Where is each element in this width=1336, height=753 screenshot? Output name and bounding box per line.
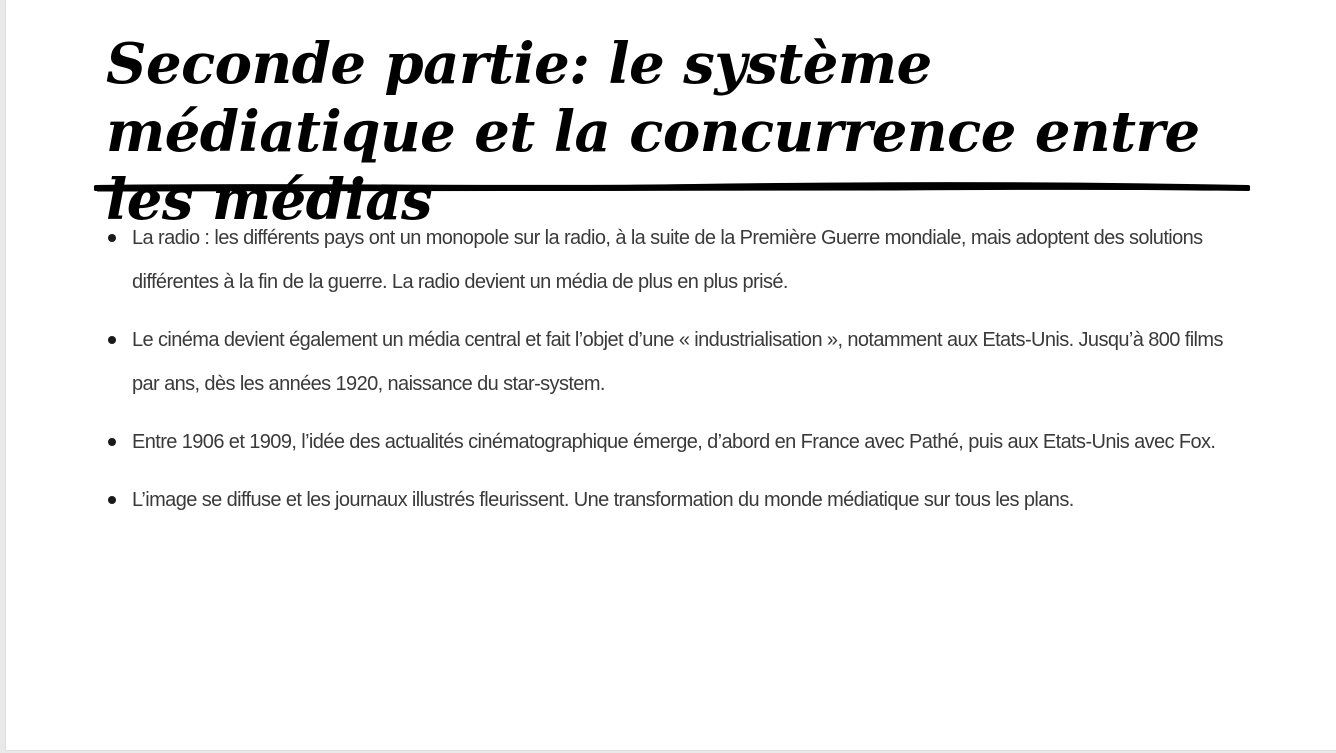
- bullet-text: Le cinéma devient également un média central et fait l’objet d’une « industrialisation », notamment aux Etats-Unis. Jusqu’à 800 films par ans, dès les années 1920, naissance du star-system.: [132, 329, 1223, 395]
- bullet-item-cinema[interactable]: [106, 318, 1246, 406]
- slide-title[interactable]: Seconde partie: le système médiatique et la concurrence entre les médias: [106, 31, 1200, 233]
- bullet-dot-icon: [108, 496, 116, 504]
- bullet-list: [106, 216, 1246, 536]
- bullet-dot-icon: [108, 336, 116, 344]
- bullet-dot-icon: [108, 234, 116, 242]
- bullet-item-radio[interactable]: [106, 216, 1246, 304]
- bullet-dot-icon: [108, 438, 116, 446]
- bullet-item-actualites[interactable]: [106, 420, 1246, 464]
- bullet-text: Entre 1906 et 1909, l’idée des actualités cinématographique émerge, d’abord en France avec Pathé, puis aux Etats-Unis avec Fox.: [132, 431, 1216, 453]
- bullet-item-image[interactable]: [106, 478, 1246, 522]
- slide[interactable]: [6, 0, 1336, 750]
- bullet-text: La radio : les différents pays ont un monopole sur la radio, à la suite de la Première Guerre mondiale, mais adoptent des solutions différentes à la fin de la guerre. La radio devient un média de plus en plus prisé.: [132, 227, 1203, 293]
- title-underline: [94, 182, 1250, 194]
- bullet-text: L’image se diffuse et les journaux illustrés fleurissent. Une transformation du monde médiatique sur tous les plans.: [132, 489, 1074, 511]
